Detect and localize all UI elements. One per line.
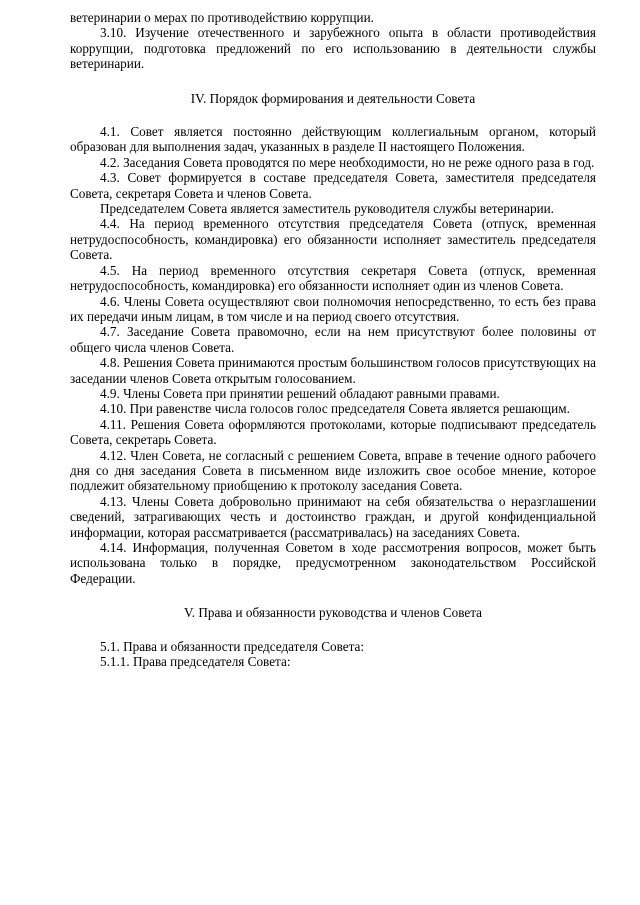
paragraph-4-11: 4.11. Решения Совета оформляются протоколами, которые подписывают председатель Совета, секретарь Совета. [70, 416, 596, 448]
text-line: ветеринарии о мерах по противодействию коррупции. [70, 10, 374, 25]
paragraph-4-6: 4.6. Члены Совета осуществляют свои полномочия непосредственно, то есть без права их передачи иным лицам, в том числе и на период своего отсутствия. [70, 293, 596, 324]
paragraph-4-8: 4.8. Решения Совета принимаются простым большинством голосов присутствующих на заседании членов Совета открытым голосованием. [70, 355, 596, 386]
paragraph-4-14: 4.14. Информация, полученная Советом в ходе рассмотрения вопросов, может быть использована только в порядке, предусмотренном законодательством Российской Федерации. [70, 540, 596, 586]
paragraph-4-7: 4.7. Заседание Совета правомочно, если на нем присутствуют более половины от общего числа членов Совета. [70, 324, 596, 355]
paragraph-4-5: 4.5. На период временного отсутствия секретаря Совета (отпуск, временная нетрудоспособность, командировка) его обязанности исполняет один из членов Совета. [70, 262, 596, 294]
paragraph-3-10: 3.10. Изучение отечественного и зарубежного опыта в области противодействия коррупции, подготовка предложений по его использованию в деятельности службы ветеринарии. [70, 25, 596, 72]
paragraph-5-1-1: 5.1.1. Права председателя Совета: [100, 654, 291, 670]
paragraph-4-2: 4.2. Заседания Совета проводятся по мере необходимости, но не реже одного раза в год. [100, 154, 595, 170]
paragraph-4-3: 4.3. Совет формируется в составе председателя Совета, заместителя председателя Совета, секретаря Совета и членов Совета. [70, 170, 596, 201]
paragraph-4-12: 4.12. Член Совета, не согласный с решением Совета, вправе в течение одного рабочего дня со дня заседания Совета в письменном виде изложить свое особое мнение, которое подлежит обязательному приобщению к протоколу заседания Совета. [70, 447, 596, 494]
section-heading-iv: IV. Порядок формирования и деятельности Совета [190, 90, 476, 106]
paragraph-4-4: 4.4. На период временного отсутствия председателя Совета (отпуск, временная нетрудоспособность, командировка) его обязанности исполняет заместитель председателя Совета. [70, 216, 596, 263]
paragraph-chairman: Председателем Совета является заместитель руководителя службы ветеринарии. [100, 201, 554, 217]
section-heading-v: V. Права и обязанности руководства и членов Совета [183, 605, 483, 621]
paragraph-4-9: 4.9. Члены Совета при принятии решений обладают равными правами. [100, 385, 500, 401]
paragraph-4-1: 4.1. Совет является постоянно действующим коллегиальным органом, который образован для выполнения задач, указанных в разделе II настоящего Положения. [70, 124, 596, 155]
paragraph-4-13: 4.13. Члены Совета добровольно принимают на себя обязательства о неразглашении сведений, затрагивающих честь и достоинство граждан, и другой конфиденциальной информации, которая рассматривается (рассматривалась) на заседаниях Совета. [70, 493, 596, 540]
paragraph-5-1: 5.1. Права и обязанности председателя Совета: [100, 638, 365, 654]
document-body [70, 10, 596, 669]
paragraph-4-10: 4.10. При равенстве числа голосов голос председателя Совета является решающим. [100, 401, 570, 417]
